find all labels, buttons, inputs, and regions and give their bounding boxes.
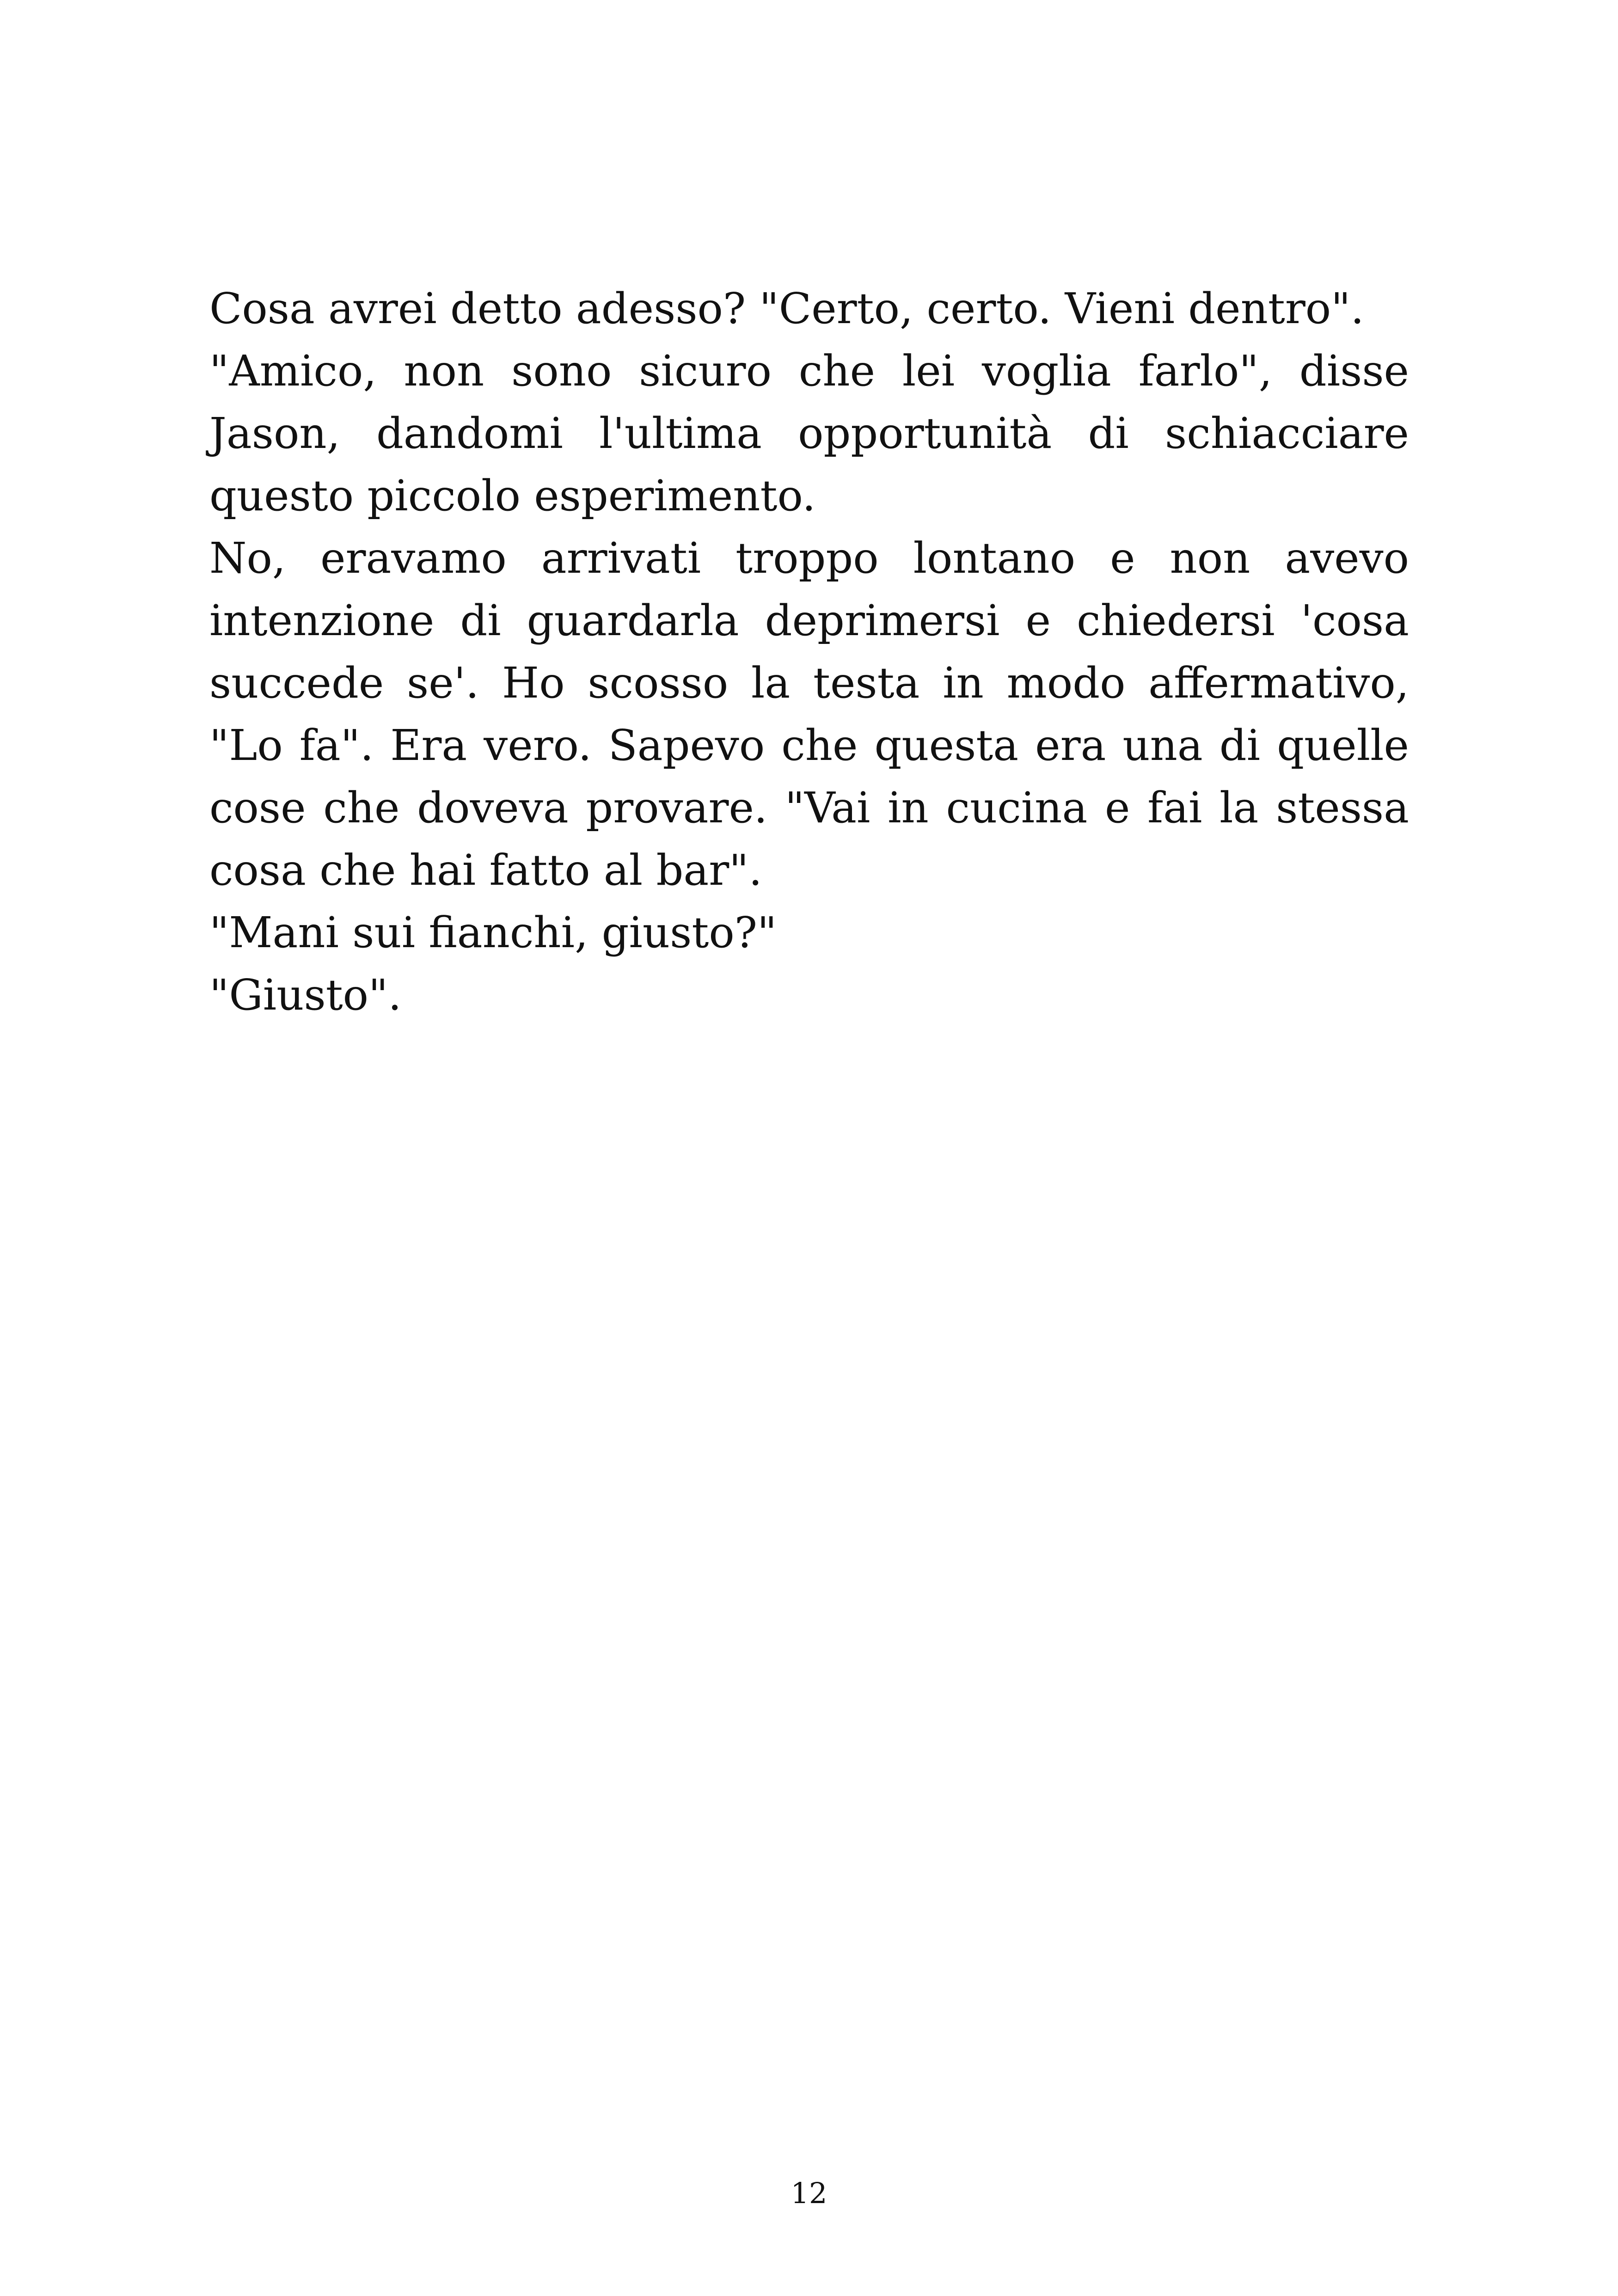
paragraph-2: "Amico, non sono sicuro che lei voglia farlo", disse Jason, dandomi l'ultima opportunità di schiacciare questo piccolo esperimento.	[209, 346, 1409, 520]
paragraph-5: "Giusto".	[209, 970, 402, 1020]
paragraph-1: Cosa avrei detto adesso? "Certo, certo. Vieni dentro".	[209, 284, 1364, 333]
paragraph-3: No, eravamo arrivati troppo lontano e non avevo intenzione di guardarla deprimersi e chiedersi 'cosa succede se'. Ho scosso la testa in modo affermativo, "Lo fa". Era vero. Sapevo che questa era una di quelle cose che doveva provare. "Vai in cucina e fai la stessa cosa che hai fatto al bar".	[209, 533, 1409, 895]
paragraph-4: "Mani sui fianchi, giusto?"	[209, 908, 777, 957]
body-text	[209, 277, 1409, 1026]
page-number: 12	[791, 2176, 827, 2210]
